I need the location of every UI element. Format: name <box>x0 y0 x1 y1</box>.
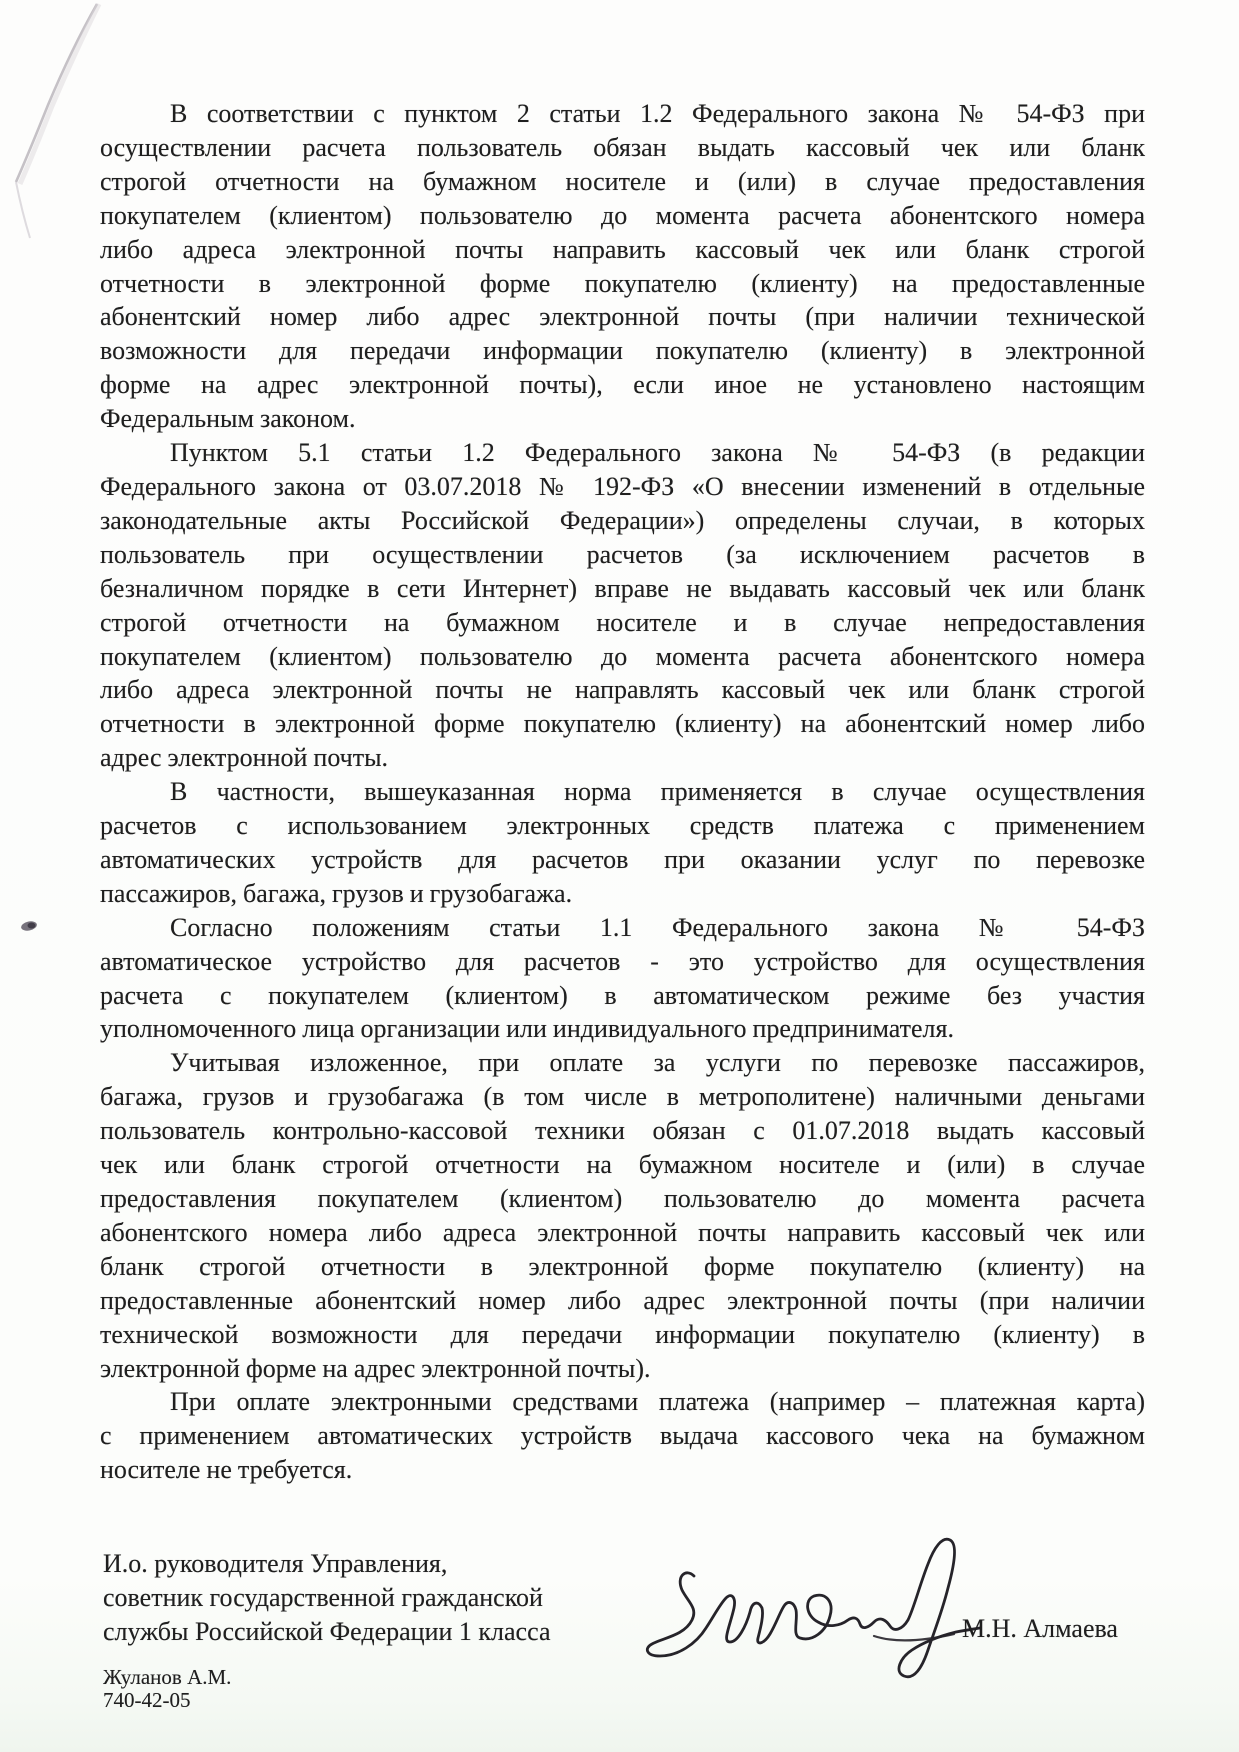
text-line: законодательные акты Российской Федерации») определены случаи, в которых <box>100 505 1145 535</box>
executor-name: Жуланов А.М. <box>103 1665 232 1689</box>
text-line: бланк строгой отчетности в электронной форме покупателю (клиенту) на <box>100 1251 1145 1281</box>
text-line: автоматическое устройство для расчетов - это устройство для осуществления <box>100 946 1145 976</box>
text-line: автоматических устройств для расчетов при оказании услуг по перевозке <box>100 844 1145 874</box>
executor-phone: 740-42-05 <box>103 1688 191 1712</box>
text-line: Учитывая изложенное, при оплате за услуги по перевозке пассажиров, <box>170 1048 1145 1078</box>
text-line: пассажиров, багажа, грузов и грузобагажа. <box>100 878 573 908</box>
signatory-position-block <box>103 1547 551 1649</box>
executor-block <box>103 1666 231 1712</box>
text-line: В соответствии с пунктом 2 статьи 1.2 Федерального закона № 54-ФЗ при <box>170 99 1145 128</box>
text-line: безналичном порядке в сети Интернет) вправе не выдавать кассовый чек или бланк <box>100 573 1145 603</box>
text-line: чек или бланк строгой отчетности на бумажном носителе и (или) в случае <box>100 1150 1145 1180</box>
text-line: абонентский номер либо адрес электронной почты (при наличии технической <box>100 302 1145 332</box>
text-line: адрес электронной почты. <box>100 743 389 773</box>
text-line: При оплате электронными средствами платежа (например – платежная карта) <box>170 1387 1145 1417</box>
text-line: багажа, грузов и грузобагажа (в том числе в метрополитене) наличными деньгами <box>100 1082 1145 1112</box>
signatory-position-line: советник государственной гражданской <box>103 1583 543 1612</box>
text-line: пользователь при осуществлении расчетов (за исключением расчетов в <box>100 539 1145 569</box>
text-line: либо адреса электронной почты направить кассовый чек или бланк строгой <box>100 234 1145 264</box>
paragraph <box>100 1046 1145 1385</box>
paragraph <box>100 436 1145 775</box>
paragraph <box>100 775 1145 911</box>
text-line: с применением автоматических устройств выдача кассового чека на бумажном <box>100 1421 1145 1451</box>
text-line: предоставленные абонентский номер либо адрес электронной почты (при наличии <box>100 1285 1145 1315</box>
paragraph <box>100 97 1145 436</box>
text-line: В частности, вышеуказанная норма применяется в случае осуществления <box>170 777 1145 807</box>
signatory-position-line: И.о. руководителя Управления, <box>103 1549 448 1578</box>
scan-artifact-smudge <box>19 920 38 933</box>
text-line: Согласно положениям статьи 1.1 Федерального закона № 54-ФЗ <box>170 912 1145 942</box>
text-line: Федеральным законом. <box>100 404 356 434</box>
text-line: Федерального закона от 03.07.2018 № 192-ФЗ «О внесении изменений в отдельные <box>100 471 1145 501</box>
signer-name: М.Н. Алмаева <box>962 1614 1118 1643</box>
text-line: электронной форме на адрес электронной почты). <box>100 1353 651 1383</box>
handwritten-signature <box>642 1532 982 1682</box>
text-line: уполномоченного лица организации или индивидуального предпринимателя. <box>100 1014 954 1044</box>
text-line: носителе не требуется. <box>100 1455 353 1485</box>
text-line: пользователь контрольно-кассовой техники обязан с 01.07.2018 выдать кассовый <box>100 1116 1145 1146</box>
text-line: либо адреса электронной почты не направлять кассовый чек или бланк строгой <box>100 675 1145 705</box>
body-text <box>100 97 1145 1487</box>
text-line: покупателем (клиентом) пользователю до момента расчета абонентского номера <box>100 200 1145 230</box>
text-line: технической возможности для передачи информации покупателю (клиенту) в <box>100 1319 1145 1349</box>
text-line: строгой отчетности на бумажном носителе и в случае непредоставления <box>100 607 1145 637</box>
text-line: Пунктом 5.1 статьи 1.2 Федерального закона № 54-ФЗ (в редакции <box>170 438 1145 468</box>
text-line: расчета с покупателем (клиентом) в автоматическом режиме без участия <box>100 980 1145 1010</box>
text-line: форме на адрес электронной почты), если иное не установлено настоящим <box>100 370 1145 400</box>
text-line: возможности для передачи информации покупателю (клиенту) в электронной <box>100 336 1145 366</box>
text-line: покупателем (клиентом) пользователю до момента расчета абонентского номера <box>100 641 1145 671</box>
paragraph <box>100 911 1145 1047</box>
text-line: отчетности в электронной форме покупателю (клиенту) на предоставленные <box>100 268 1145 298</box>
text-line: абонентского номера либо адреса электронной почты направить кассовый чек или <box>100 1217 1145 1247</box>
paragraph <box>100 1385 1145 1487</box>
text-line: предоставления покупателем (клиентом) пользователю до момента расчета <box>100 1184 1145 1213</box>
text-line: отчетности в электронной форме покупателю (клиенту) на абонентский номер либо <box>100 709 1145 739</box>
text-line: осуществлении расчета пользователь обязан выдать кассовый чек или бланк <box>100 132 1145 162</box>
text-line: расчетов с использованием электронных средств платежа с применением <box>100 811 1145 841</box>
text-line: строгой отчетности на бумажном носителе и (или) в случае предоставления <box>100 166 1145 196</box>
signatory-position-line: службы Российской Федерации 1 класса <box>103 1617 551 1646</box>
